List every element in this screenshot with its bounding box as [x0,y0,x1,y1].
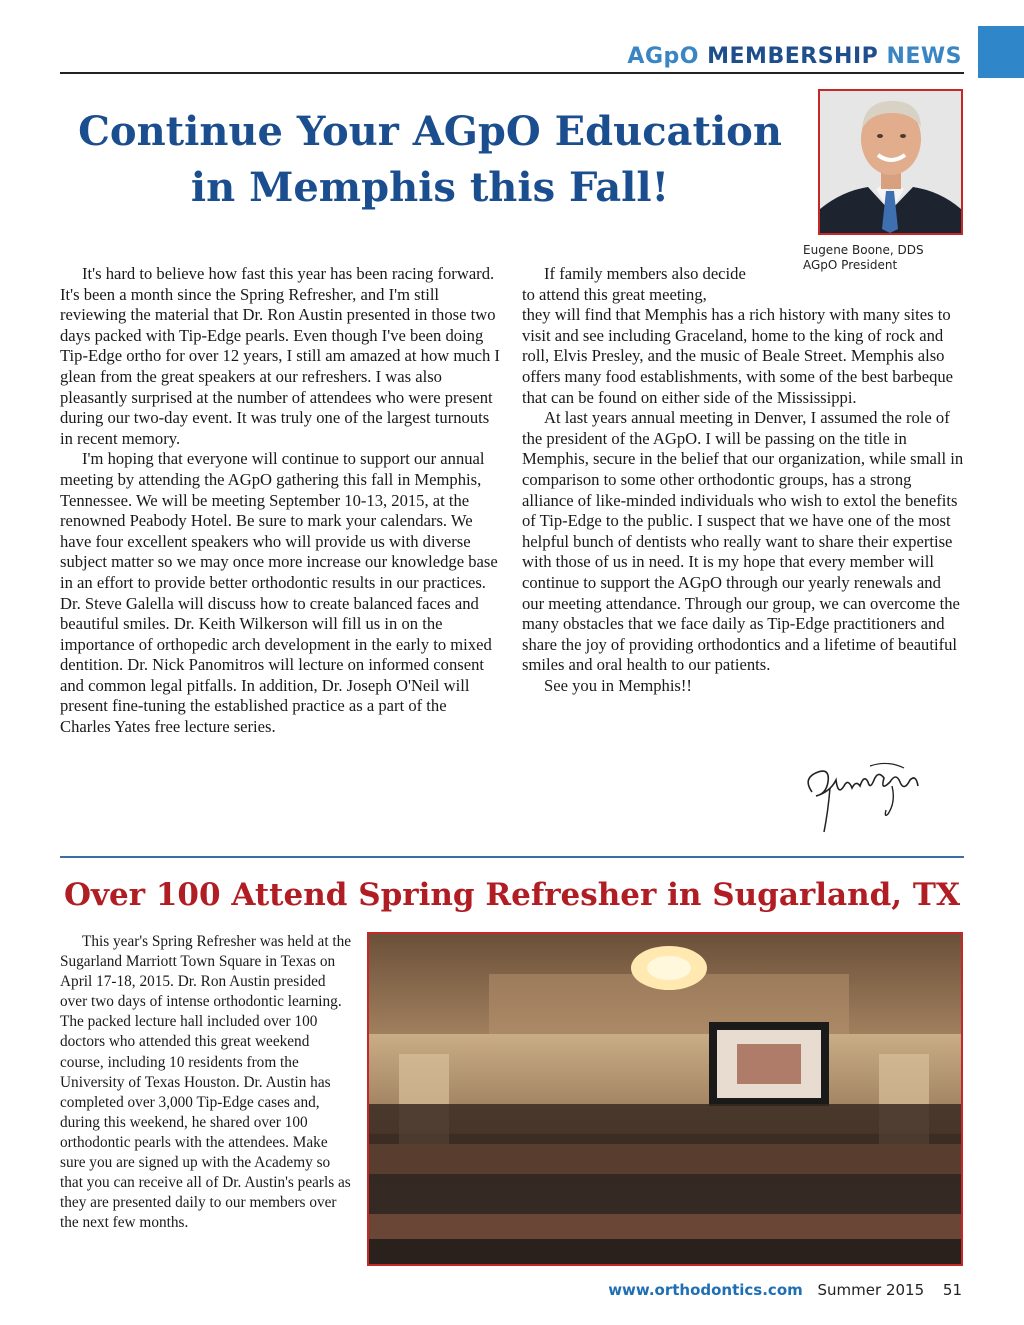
page-footer [608,1281,962,1299]
footer-page-number: 51 [942,1281,962,1299]
article1-paragraph-2: I'm hoping that everyone will continue to support our annual meeting by attending the AGpO gathering this fall in Memphis, Tennessee. We will be meeting September 10-13, 2015, at the renowned Peabody Hotel. Be sure to mark your calendars. We have four excellent speakers who will provide us with diverse subject matter so we may once more increase our knowledge base in an effort to provide better orthodontic results in our practices. Dr. Steve Galella will discuss how to create balanced faces and beautiful smiles. Dr. Keith Wilkerson will fill us in on the importance of orthopedic arch development in the early to mixed dentition. Dr. Nick Panomitros will lecture on informed consent and common legal pitfalls. In addition, Dr. Joseph O'Neil will present fine-tuning the established practice as a part of the Charles Yates free lecture series. [60,449,498,737]
header-divider [60,72,964,74]
page-tab-marker [978,26,1024,78]
caption-title: AGpO President [803,258,898,272]
article2-headline: Over 100 Attend Spring Refresher in Sugarland, TX [63,877,961,913]
article1-paragraph-3b: to attend this great meeting, [522,284,707,304]
section-header [627,44,962,69]
article2-column [60,932,352,1233]
article1-paragraph-4: At last years annual meeting in Denver, I assumed the role of the president of the AGpO. I will be passing on the title in Memphis, secure in the belief that our organization, while small in comparison to some other orthodontic groups, has a strong alliance of like-minded individuals who wish to extol the benefits of Tip-Edge to the public. I suspect that we have one of the most helpful bunch of dentists who really want to share their expertise with those of us in need. It is my hope that every member will continue to support the AGpO through our yearly renewals and our meeting attendance. Through our group, we can overcome the many obstacles that we face daily as Tip-Edge practitioners and share the joy of providing orthodontics and a lifetime of beautiful smiles and oral health to our patients. [522,408,964,675]
portrait-illustration [820,91,961,233]
header-news: NEWS [886,44,962,69]
footer-issue: Summer 2015 [817,1281,925,1299]
article1-paragraph-1: It's hard to believe how fast this year has been racing forward. It's been a month since the Spring Refresher, and I'm still reviewing the material that Dr. Ron Austin presented in those two days packed with Tip-Edge pearls. Even though I've been doing Tip-Edge ortho for over 12 years, I still am amazed at how much I glean from the great speakers at our refreshers. I was also pleasantly surprised at the number of attendees who were present during our two-day event. It was truly one of the largest turnouts in recent memory. [60,264,500,448]
article1-headline [60,104,800,216]
president-portrait-photo [818,89,963,235]
handwritten-signature [800,752,926,838]
article1-paragraph-3a: If family members also decide [544,264,746,283]
article1-right-column [522,264,964,696]
lecture-hall-photo [367,932,963,1266]
article1-left-column [60,264,500,738]
footer-url[interactable]: www.orthodontics.com [608,1281,803,1299]
article1-closing: See you in Memphis!! [544,675,692,695]
hall-illustration [369,934,961,1264]
caption-name: Eugene Boone, DDS [803,243,924,257]
article1-headline-line2: in Memphis this Fall! [190,164,670,211]
article2-body: This year's Spring Refresher was held at the Sugarland Marriott Town Square in Texas on April 17-18, 2015. Dr. Ron Austin presided over two days of intense orthodontic learning. The packed lecture hall included over 100 doctors who attended this great weekend course, including 10 residents from the University of Texas Houston. Dr. Austin has completed over 3,000 Tip-Edge cases and, during this weekend, he shared over 100 orthodontic pearls with the attendees. Make sure you are signed up with the Academy so that you can receive all of Dr. Austin's pearls as they are presented daily to our members over the next few months. [60,933,352,1232]
section-divider [60,856,964,858]
article1-paragraph-3c: they will find that Memphis has a rich history with many sites to visit and see including Graceland, home to the king of rock and roll, Elvis Presley, and the music of Beale Street. Memphis also offers many food establishments, with some of the best barbeque that can be found on either side of the Mississippi. [522,305,954,407]
header-agpo: AGpO [627,44,699,69]
header-membership: MEMBERSHIP [707,44,879,69]
article1-headline-line1: Continue Your AGpO Education [78,108,782,155]
